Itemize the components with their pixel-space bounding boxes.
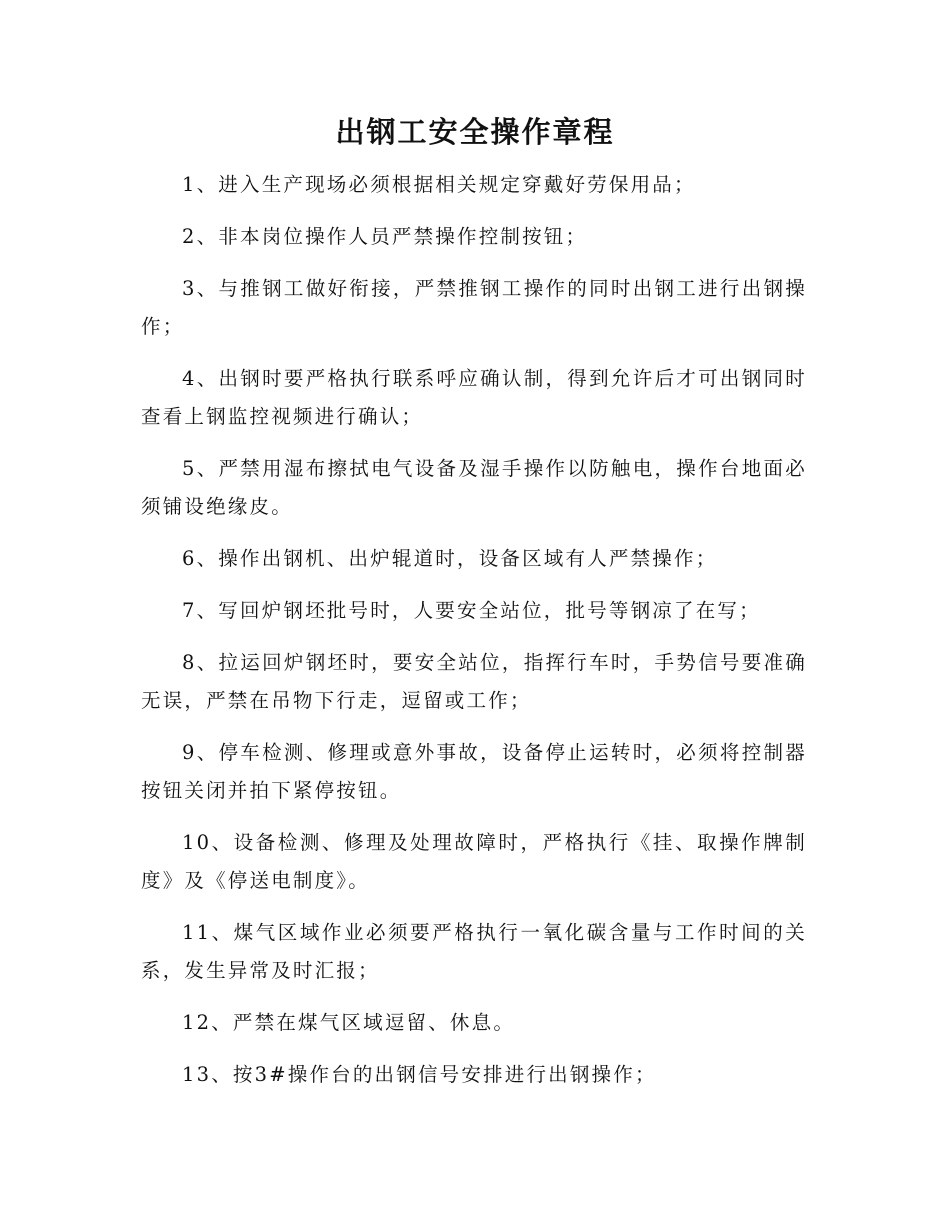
rule-item: 13、按3#操作台的出钢信号安排进行出钢操作； <box>182 1063 657 1086</box>
rule-item: 1、进入生产现场必须根据相关规定穿戴好劳保用品； <box>182 173 696 196</box>
rule-item: 11、煤气区域作业必须要严格执行一氧化碳含量与工作时间的关系，发生异常及时汇报； <box>141 921 807 982</box>
rule-item: 3、与推钢工做好衔接，严禁推钢工操作的同时出钢工进行出钢操作； <box>141 277 807 338</box>
rule-item: 8、拉运回炉钢坯时，要安全站位，指挥行车时，手势信号要准确无误，严禁在吊物下行走，逗留或工作； <box>141 651 807 712</box>
rule-item: 12、严禁在煤气区域逗留、休息。 <box>182 1011 516 1034</box>
rules-list <box>141 166 807 1108</box>
rule-item: 9、停车检测、修理或意外事故，设备停止运转时，必须将控制器按钮关闭并拍下紧停按钮。 <box>141 741 807 802</box>
rule-item: 6、操作出钢机、出炉辊道时，设备区域有人严禁操作； <box>182 547 718 570</box>
rule-item: 4、出钢时要严格执行联系呼应确认制，得到允许后才可出钢同时查看上钢监控视频进行确认； <box>141 367 807 428</box>
rule-item: 10、设备检测、修理及处理故障时，严格执行《挂、取操作牌制度》及《停送电制度》。 <box>141 831 807 892</box>
document-title: 出钢工安全操作章程 <box>335 115 615 149</box>
rule-item: 2、非本岗位操作人员严禁操作控制按钮； <box>182 225 588 248</box>
rule-item: 5、严禁用湿布擦拭电气设备及湿手操作以防触电，操作台地面必须铺设绝缘皮。 <box>141 457 807 518</box>
rule-item: 7、写回炉钢坯批号时，人要安全站位，批号等钢凉了在写； <box>182 599 761 622</box>
